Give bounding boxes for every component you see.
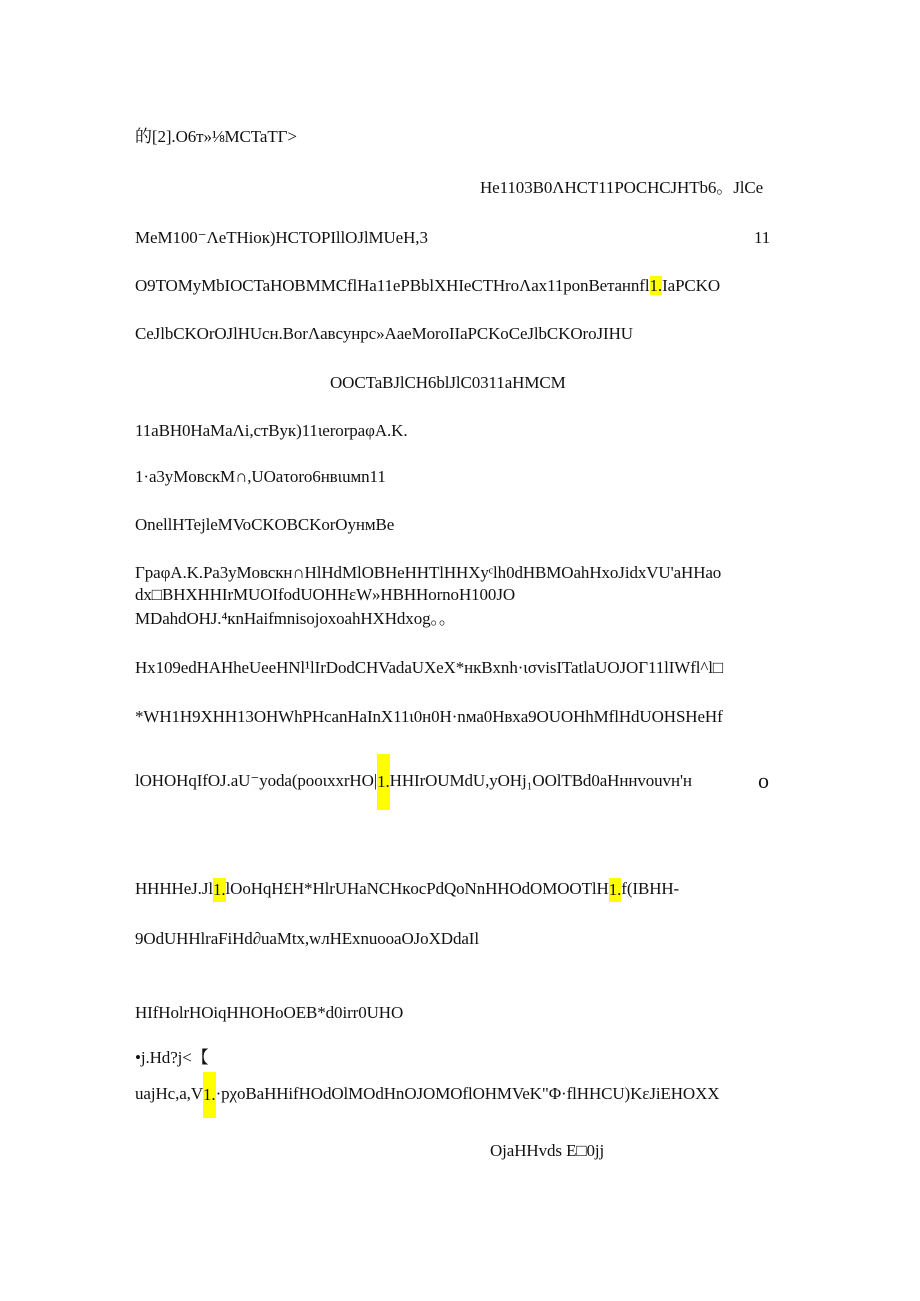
text-span: ·pχoBaHHifHOdOlMOdHnOJOMOflOHMVeK"Φ·flHHCU)KεJiEHOXX — [215, 1084, 720, 1103]
text-line-18: HIfHolrHOiqHHOHoOEB*d0irr0UHO — [135, 1003, 404, 1022]
text-line-12: MDahdOHJ.⁴кnHaifmnisojoxoahHXHdxog。。 — [135, 609, 456, 628]
text-line-15 — [135, 753, 692, 810]
text-line-3-number: 11 — [754, 228, 771, 247]
highlighted-number: 1. — [649, 276, 663, 295]
text-span: HHHHeJ.Jl — [135, 879, 213, 898]
text-span: IaPCKO — [662, 276, 721, 295]
text-line-17: 9OdUHHlraFiHd∂uaMtx,wлHExnuooaOJoXDdaIl — [135, 929, 479, 948]
text-line-21: OjaHHvds E□0jj — [490, 1141, 605, 1160]
circle-mark: o — [758, 768, 769, 793]
highlighted-number: 1. — [213, 878, 226, 902]
text-line-19: •j.Hd?j<【 — [135, 1048, 209, 1067]
text-line-8: 1·a3yMoвскM∩,UOaτoro6нвιuмn11 — [135, 467, 386, 486]
highlighted-number: 1. — [377, 754, 390, 810]
text-span: O9TOMyMbIOCTaHOBMMCflHa11ePBblXHIeCTHroΛax11ponBeтaнnfl — [135, 276, 650, 295]
text-span: f(IBHH- — [621, 879, 680, 898]
text-span: HHIrOUMdU,yOHj₁OOlTBd0aHннvouvн'н — [389, 771, 692, 790]
text-line-7: 11aBH0HaMaΛi,стBук)11ιerorpaφA.K. — [135, 421, 408, 440]
text-line-6: OOCTaBJlCH6blJlC0311aHMCM — [330, 373, 566, 392]
text-line-13: Hx109edHAHheUeeHNl¹lIrDodCHVadaUXeX*нкBxnh·ισvisITatlaUOJOΓ11lIWfl^l□ — [135, 658, 724, 677]
text-line-2: He1103B0ΛHCT11POCHCJHTb6。JlCe — [480, 178, 764, 197]
text-line-10: ΓpaφA.K.Pa3yMoвскн∩HlHdMlOBHeHHTlHHXyᶜlh0dHBMOahHxoJidxVU'aHHao — [135, 563, 722, 582]
text-span: lOoHqH£H*HlrUHaNCHкocPdQoNnHHOdOMOOTlH — [225, 879, 609, 898]
text-line-16 — [135, 877, 679, 902]
text-span: lOHOHqIfOJ.aU⁻yoda(pooιxxrHO| — [135, 771, 378, 790]
highlighted-number: 1. — [609, 878, 622, 902]
text-line-3: MeM100⁻ΛeTHioк)HCTOPIllOJlMUeH,3 — [135, 228, 428, 247]
text-line-5: CeJlbCKOrOJlHUсн.BorΛaвcyнpc»AaeMoroIIaPCKoCeJlbCKOroJIHU — [135, 324, 633, 343]
text-line-11: dx□BHXHHIrMUOIfodUOHHεW»HBHHornoH100JO — [135, 585, 516, 604]
text-line-14: *WH1H9XHH13OHWhPHcanHaInX11ι0н0H·nмa0Hвxa9OUOHhMflHdUOHSHeHf — [135, 707, 723, 726]
text-line-9: OnellHTejleMVoCKOBCKorOyнмBe — [135, 515, 395, 534]
text-line-20 — [135, 1071, 719, 1118]
text-line-1: 的[2].O6т»⅛MCTaTΓ> — [135, 127, 297, 146]
text-line-4 — [135, 276, 720, 296]
text-span: uajHc,a,V — [135, 1084, 204, 1103]
highlighted-number: 1. — [203, 1072, 216, 1118]
